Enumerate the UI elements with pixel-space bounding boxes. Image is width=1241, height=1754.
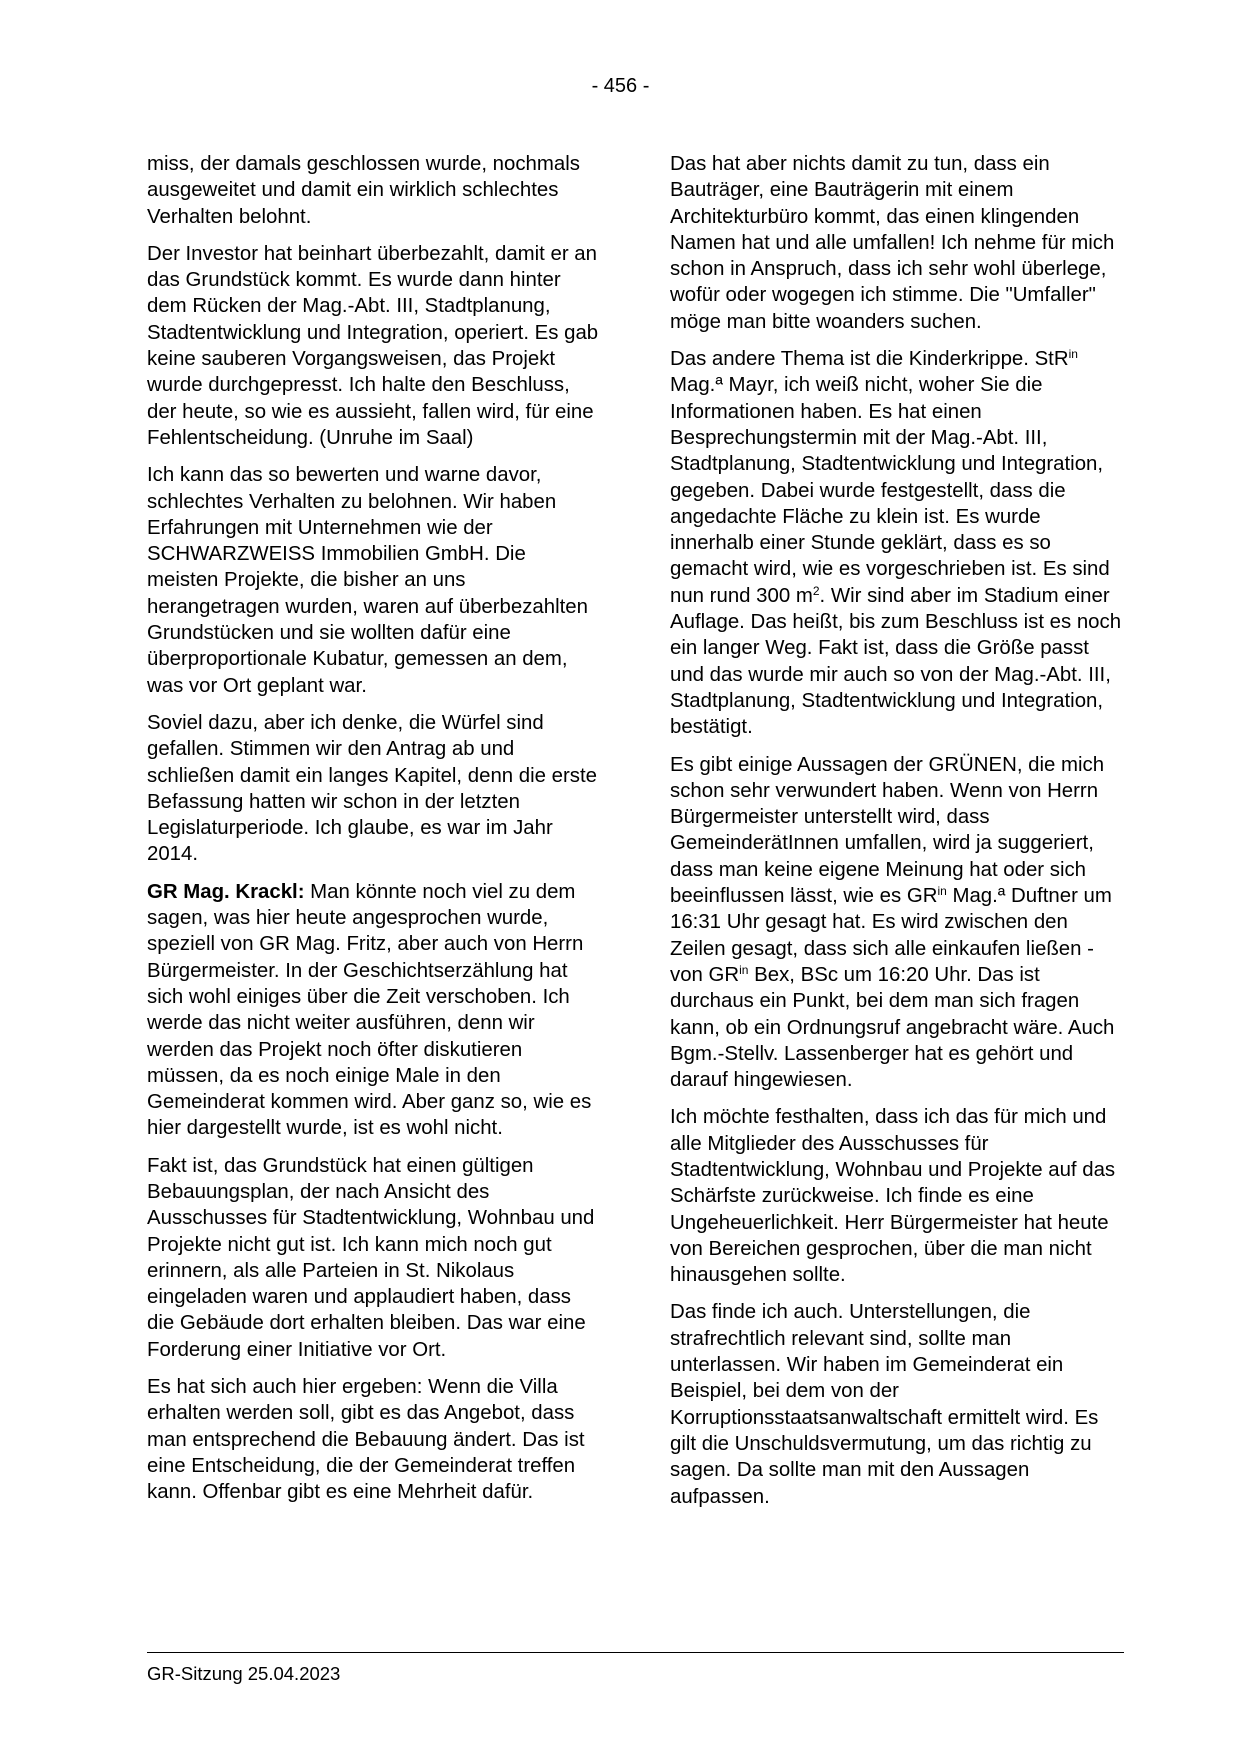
footer-text: GR-Sitzung 25.04.2023 xyxy=(147,1663,341,1684)
paragraph: Ich kann das so bewerten und warne davor, schlechtes Verhalten zu belohnen. Wir haben Erfahrungen mit Unternehmen wie der SCHWARZWEISS Immobilien GmbH. Die meisten Projekte, die bisher an uns herangetragen wurden, waren auf überbezahlten Grundstücken und sie wollten dafür eine überproportionale Kubatur, gemessen an dem, was vor Ort geplant war. xyxy=(147,464,588,697)
text-run: Das andere Thema ist die Kinderkrippe. StR xyxy=(670,348,1069,371)
text-run: Es gibt einige Aussagen der GRÜNEN, die mich schon sehr verwundert haben. Wenn von Herrn Bürgermeister unterstellt wird, dass GemeinderätInnen umfallen, wird ja suggeriert, dass man keine eigene Meinung hat oder sich beeinflussen lässt, wie es GR xyxy=(670,753,1105,908)
superscript: 2 xyxy=(812,583,820,598)
text-run: Mag.ª Duftner um 16:31 Uhr gesagt hat. Es wird zwischen den Zeilen gesagt, dass sich alle einkaufen ließen - von GR xyxy=(670,885,1112,986)
speaker-name: GR Mag. Krackl: xyxy=(147,880,305,903)
paragraph: Soviel dazu, aber ich denke, die Würfel sind gefallen. Stimmen wir den Antrag ab und schließen damit ein langes Kapitel, denn die erste Befassung hatten wir schon in der letzten Legislaturperiode. Ich glaube, es war im Jahr 2014. xyxy=(147,711,597,866)
page-number: - 456 - xyxy=(591,75,650,97)
superscript: in xyxy=(937,884,947,899)
text-run: Mag.ª Mayr, ich weiß nicht, woher Sie die Informationen haben. Es hat einen Besprechungstermin mit der Mag.-Abt. III, Stadtplanung, Stadtentwicklung und Integration, gegeben. Dabei wurde festgestellt, dass die angedachte Fläche zu klein ist. Es wurde innerhalb einer Stunde geklärt, dass es so gemacht wird, wie es vorgeschrieben ist. Es sind nun rund 300 m xyxy=(670,374,1110,607)
paragraph: Fakt ist, das Grundstück hat einen gültigen Bebauungsplan, der nach Ansicht des Ausschusses für Stadtentwicklung, Wohnbau und Projekte nicht gut ist. Ich kann mich noch gut erinnern, als alle Parteien in St. Nikolaus eingeladen waren und applaudiert haben, dass die Gebäude dort erhalten bleiben. Das war eine Forderung einer Initiative vor Ort. xyxy=(147,1154,595,1361)
speech-paragraph xyxy=(147,879,599,1142)
superscript: in xyxy=(739,962,749,977)
footer-divider xyxy=(147,1652,1124,1653)
text-run: . Wir sind aber im Stadium einer Auflage. Das heißt, bis zum Beschluss ist es noch ein langer Weg. Fakt ist, dass die Größe passt und das wurde mir auch so von der Mag.-Abt. III, Stadtplanung, Stadtentwicklung und Integration, bestätigt. xyxy=(670,584,1122,739)
paragraph: Das finde ich auch. Unterstellungen, die strafrechtlich relevant sind, sollte man unterlassen. Wir haben im Gemeinderat ein Beispiel, bei dem von der Korruptionsstaatsanwaltschaft ermittelt wird. Es gilt die Unschuldsvermutung, um das richtig zu sagen. Da sollte man mit den Aussagen aufpassen. xyxy=(670,1301,1099,1508)
superscript: in xyxy=(1068,347,1078,362)
speech-text: Man könnte noch viel zu dem sagen, was hier heute angesprochen wurde, speziell von GR Mag. Fritz, aber auch von Herrn Bürgermeister. In der Geschichtserzählung hat sich wohl einiges über die Zeit verschoben. Ich werde das nicht weiter ausführen, denn wir werden das Projekt noch öfter diskutieren müssen, da es noch einige Male in den Gemeinderat kommen wird. Aber ganz so, wie es hier dargestellt wurde, ist es wohl nicht. xyxy=(147,880,592,1140)
paragraph: Das hat aber nichts damit zu tun, dass ein Bauträger, eine Bauträgerin mit einem Architekturbüro kommt, das einen klingenden Namen hat und alle umfallen! Ich nehme für mich schon in Anspruch, dass ich sehr wohl überlege, wofür oder wogegen ich stimme. Die "Umfaller" möge man bitte woanders suchen. xyxy=(670,153,1115,333)
left-column xyxy=(147,151,599,1517)
paragraph: Es hat sich auch hier ergeben: Wenn die Villa erhalten werden soll, gibt es das Angebot, dass man entsprechend die Bebauung ändert. Das ist eine Entscheidung, die der Gemeinderat treffen kann. Offenbar gibt es eine Mehrheit dafür. xyxy=(147,1376,585,1504)
paragraph xyxy=(670,346,1122,740)
text-run: Bex, BSc um 16:20 Uhr. Das ist durchaus ein Punkt, bei dem man sich fragen kann, ob ein Ordnungsruf angebracht wäre. Auch Bgm.-Stellv. Lassenberger hat es gehört und darauf hingewiesen. xyxy=(670,963,1115,1092)
right-column xyxy=(670,151,1122,1521)
paragraph: miss, der damals geschlossen wurde, nochmals ausgeweitet und damit ein wirklich schlechtes Verhalten belohnt. xyxy=(147,153,580,228)
paragraph xyxy=(670,752,1122,1094)
paragraph: Ich möchte festhalten, dass ich das für mich und alle Mitglieder des Ausschusses für Stadtentwicklung, Wohnbau und Projekte auf das Schärfste zurückweise. Ich finde es eine Ungeheuerlichkeit. Herr Bürgermeister hat heute von Bereichen gesprochen, über die man nicht hinausgehen sollte. xyxy=(670,1106,1116,1287)
paragraph: Der Investor hat beinhart überbezahlt, damit er an das Grundstück kommt. Es wurde dann hinter dem Rücken der Mag.-Abt. III, Stadtplanung, Stadtentwicklung und Integration, operiert. Es gab keine sauberen Vorgangsweisen, das Projekt wurde durchgepresst. Ich halte den Beschluss, der heute, so wie es aussieht, fallen wird, für eine Fehlentscheidung. (Unruhe im Saal) xyxy=(147,242,599,449)
